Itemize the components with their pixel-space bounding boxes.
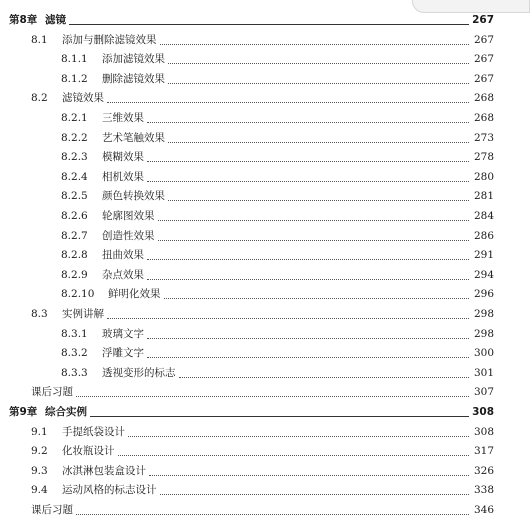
toc-entry-title: 滤镜 — [45, 14, 66, 26]
dot-leader — [90, 416, 469, 417]
toc-entry-number: 第8章 — [9, 14, 38, 26]
dot-leader — [128, 436, 469, 437]
dot-leader — [147, 181, 469, 182]
toc-entry-number: 8.2.2 — [61, 131, 88, 144]
toc-entry-page: 296 — [473, 288, 494, 301]
toc-entry[interactable] — [31, 89, 494, 108]
toc-entry-number: 9.3 — [31, 464, 48, 477]
toc-entry-title: 冰淇淋包装盒设计 — [62, 464, 146, 477]
toc-entry[interactable] — [61, 325, 494, 344]
toc-entry-title: 综合实例 — [45, 406, 87, 418]
dot-leader — [168, 63, 469, 64]
toc-entry[interactable] — [61, 227, 494, 246]
toc-entry[interactable] — [61, 207, 494, 226]
toc-entry-title: 创造性效果 — [102, 229, 155, 242]
toc-entry-number: 8.2.4 — [61, 170, 88, 183]
toc-entry-page: 294 — [473, 268, 494, 281]
toc-entry-title: 添加与删除滤镜效果 — [62, 33, 157, 46]
dot-leader — [147, 122, 469, 123]
toc-entry-number: 8.2.6 — [61, 210, 88, 222]
toc-entry[interactable] — [61, 344, 494, 363]
toc-entry-number: 8.3 — [31, 308, 48, 320]
toc-entry-number: 第9章 — [9, 406, 38, 418]
toc-entry-number: 8.1.2 — [61, 72, 88, 85]
toc-entry-page: 286 — [473, 229, 494, 242]
dot-leader — [107, 102, 469, 103]
toc-entry-number: 8.3.2 — [61, 347, 88, 360]
toc-entry[interactable] — [61, 246, 494, 265]
toc-entry[interactable] — [61, 187, 494, 206]
toc-entry-page: 308 — [472, 406, 494, 418]
toc-entry-title: 扭曲效果 — [102, 249, 144, 262]
toc-entry[interactable] — [61, 70, 494, 89]
toc-entry-number: 8.3.1 — [61, 327, 88, 340]
toc-entry-title: 运动风格的标志设计 — [62, 484, 157, 497]
toc-entry[interactable] — [31, 423, 494, 442]
toc-entry-title: 颜色转换效果 — [102, 190, 165, 203]
toc-entry-title: 化妆瓶设计 — [62, 445, 115, 458]
toc-entry[interactable] — [9, 403, 494, 422]
toc-entry[interactable] — [61, 129, 494, 148]
toc-entry[interactable] — [61, 109, 494, 128]
toc-entry-number: 8.3.3 — [61, 366, 88, 379]
toc-entry-title: 玻璃文字 — [102, 327, 144, 340]
dot-leader — [147, 338, 469, 339]
toc-entry-number: 8.2.7 — [61, 229, 88, 242]
toc-entry[interactable] — [61, 148, 494, 167]
toc-entry-page: 298 — [473, 327, 494, 340]
toc-entry-page: 291 — [473, 249, 494, 262]
toc-entry-page: 338 — [473, 484, 494, 497]
toc-entry-title: 课后习题 — [31, 504, 73, 516]
dot-leader — [69, 24, 469, 25]
toc-entry-title: 相机效果 — [102, 170, 144, 183]
dot-leader — [158, 240, 470, 241]
dot-leader — [107, 318, 469, 319]
toc-entry-title: 滤镜效果 — [62, 92, 104, 105]
dot-leader — [160, 44, 470, 45]
toc-entry-page: 280 — [473, 170, 494, 183]
toc-entry-page: 281 — [473, 190, 494, 203]
toc-entry-title: 课后习题 — [31, 386, 73, 399]
toc-entry-number: 8.1.1 — [61, 53, 88, 66]
toc-entry-title: 三维效果 — [102, 112, 144, 124]
toc-entry-number: 8.2.8 — [61, 249, 88, 262]
toc-entry-title: 杂点效果 — [102, 268, 144, 281]
toc-entry-page: 268 — [473, 92, 494, 105]
toc-entry[interactable] — [61, 50, 494, 69]
toc-entry-number: 9.2 — [31, 445, 48, 458]
toc-entry-number: 8.2.9 — [61, 268, 88, 281]
dot-leader — [147, 357, 469, 358]
toc-entry[interactable] — [31, 383, 494, 402]
toc-entry-page: 268 — [473, 112, 494, 124]
toc-entry-number: 9.1 — [31, 425, 48, 438]
toc-entry-page: 284 — [473, 210, 494, 222]
dot-leader — [168, 200, 469, 201]
toc-entry-title: 浮雕文字 — [102, 347, 144, 360]
dot-leader — [160, 494, 470, 495]
dot-leader — [168, 142, 469, 143]
toc-entry[interactable] — [9, 11, 494, 30]
toc-entry[interactable] — [61, 266, 494, 285]
toc-entry[interactable] — [31, 481, 494, 500]
toc-entry-title: 模糊效果 — [102, 151, 144, 164]
toc-entry-title: 鲜明化效果 — [108, 288, 161, 301]
toc-entry-number: 8.2.5 — [61, 190, 88, 203]
dot-leader — [164, 298, 470, 299]
toc-entry-number: 8.2.10 — [61, 288, 95, 301]
toc-entry[interactable] — [61, 285, 494, 304]
dot-leader — [76, 396, 469, 397]
toc-entry[interactable] — [31, 501, 494, 520]
dot-leader — [76, 514, 469, 515]
toc-entry-page: 300 — [473, 347, 494, 360]
toc-entry[interactable] — [31, 442, 494, 461]
dot-leader — [168, 83, 469, 84]
toc-entry-title: 删除滤镜效果 — [102, 72, 165, 85]
toc-entry[interactable] — [31, 31, 494, 50]
toc-entry-number: 8.2 — [31, 92, 48, 105]
toc-entry[interactable] — [31, 305, 494, 324]
toc-entry-page: 267 — [473, 33, 494, 46]
dot-leader — [179, 377, 470, 378]
toc-entry-page: 273 — [473, 131, 494, 144]
dot-leader — [149, 475, 469, 476]
dot-leader — [147, 279, 469, 280]
toc-entry-page: 278 — [473, 151, 494, 164]
toc-entry-number: 8.2.3 — [61, 151, 88, 164]
dot-leader — [147, 259, 469, 260]
dot-leader — [118, 455, 470, 456]
toc-entry[interactable] — [61, 168, 494, 187]
toc-entry-number: 8.1 — [31, 33, 48, 46]
toc-entry-page: 326 — [473, 464, 494, 477]
toc-entry-page: 317 — [473, 445, 494, 458]
dot-leader — [147, 161, 469, 162]
toc-entry-number: 9.4 — [31, 484, 48, 497]
toc-entry[interactable] — [61, 364, 494, 383]
toc-entry-page: 298 — [473, 308, 494, 320]
toc-entry-title: 轮廓图效果 — [102, 210, 155, 222]
toc-entry-title: 艺术笔触效果 — [102, 131, 165, 144]
toc-entry[interactable] — [31, 462, 494, 481]
toc-entry-number: 8.2.1 — [61, 112, 88, 124]
toc-entry-page: 308 — [473, 425, 494, 438]
toc-entry-title: 实例讲解 — [62, 308, 104, 320]
toc-entry-page: 267 — [473, 72, 494, 85]
toc-entry-page: 346 — [473, 504, 494, 516]
toc-entry-page: 307 — [473, 386, 494, 399]
toc-entry-page: 301 — [473, 366, 494, 379]
toc-entry-title: 透视变形的标志 — [102, 366, 176, 379]
toc-entry-title: 手提纸袋设计 — [62, 425, 125, 438]
toc-entry-page: 267 — [472, 14, 494, 26]
dot-leader — [158, 220, 470, 221]
toc-entry-title: 添加滤镜效果 — [102, 53, 165, 66]
toc-entry-page: 267 — [473, 53, 494, 66]
